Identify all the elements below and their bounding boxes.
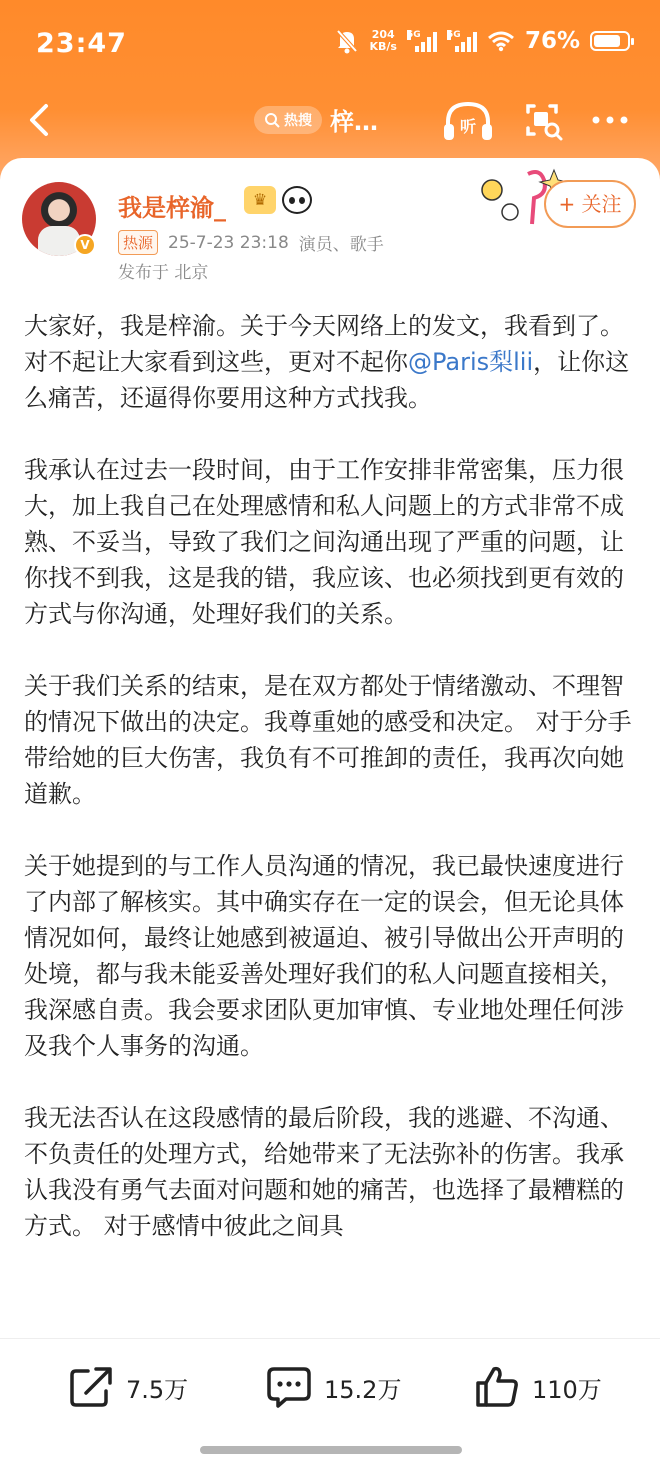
signal-5g-1-icon: 5G (407, 30, 437, 52)
status-bar (0, 0, 660, 88)
hot-search-pill[interactable]: 热搜 (254, 106, 322, 134)
nav-bar (0, 88, 660, 152)
post-body (24, 308, 640, 1280)
post-paragraph: 我承认在过去一段时间，由于工作安排非常密集，压力很大，加上我自己在处理感情和私人问题上的方式非常不成熟、不妥当，导致了我们之间沟通出现了严重的问题，让你找不到我，这是我的错，我应该、也必须找到更有效的方式与你沟通，处理好我们的关系。 (24, 456, 624, 628)
search-icon (264, 112, 280, 128)
panda-badge-icon[interactable] (282, 186, 312, 214)
post-timestamp: 25-7-23 23:18 (168, 232, 289, 253)
post-paragraph: 我无法否认在这段感情的最后阶段，我的逃避、不沟通、不负责任的处理方式，给她带来了无法弥补的伤害。我承认我没有勇气去面对问题和她的痛苦，也选择了最糟糕的方式。 对于感情中彼此之间具 (24, 1104, 624, 1240)
post-card (0, 158, 660, 1338)
repost-button[interactable] (68, 1365, 188, 1409)
user-occupation: 演员、歌手 (298, 235, 384, 255)
battery-percent: 76% (524, 28, 580, 54)
status-icons (335, 28, 630, 54)
signal-5g-2-icon: 5G (447, 30, 477, 52)
listen-label: 听 (459, 117, 477, 136)
home-indicator[interactable] (200, 1446, 462, 1454)
headphones-icon[interactable] (442, 98, 494, 144)
more-icon[interactable] (588, 100, 632, 140)
post-paragraph: 大家好，我是梓渝。关于今天网络上的发文，我看到了。对不起让大家看到这些，更对不起你@Paris梨lii，让你这么痛苦，还逼得你要用这种方式找我。 (24, 312, 630, 412)
username[interactable]: 我是梓渝_ (118, 194, 226, 222)
post-paragraph: 关于她提到的与工作人员沟通的情况，我已最快速度进行了内部了解核实。其中确实存在一定的误会，但无论具体情况如何，最终让她感到被逼迫、被引导做出公开声明的处境，都与我未能妥善处理好我们的私人问题直接相关，我深感自责。我会要求团队更加审慎、专业地处理任何涉及我个人事务的沟通。 (24, 852, 624, 1060)
follow-button[interactable]: + 关注 (544, 180, 636, 228)
post-location: 发布于 北京 (118, 263, 209, 283)
mention-link[interactable]: @Paris梨lii (408, 348, 534, 376)
action-bar (0, 1338, 660, 1435)
wifi-icon (487, 30, 515, 52)
comment-icon (266, 1365, 312, 1409)
battery-icon (590, 31, 630, 51)
like-icon (474, 1365, 520, 1409)
user-badges (244, 186, 312, 214)
image-search-icon[interactable] (520, 98, 564, 142)
crown-badge-icon[interactable]: ♛ (244, 186, 276, 214)
post-paragraph: 关于我们关系的结束，是在双方都处于情绪激动、不理智的情况下做出的决定。我尊重她的感受和决定。 对于分手带给她的巨大伤害，我负有不可推卸的责任，我再次向她道歉。 (24, 672, 632, 808)
hot-search-title[interactable] (254, 102, 378, 137)
like-count: 110万 (532, 1375, 602, 1404)
like-button[interactable] (474, 1365, 602, 1409)
status-time: 23:47 (36, 28, 127, 59)
back-arrow-icon[interactable] (20, 100, 60, 140)
nav-title: 梓… (330, 108, 378, 136)
mute-bell-icon (335, 28, 359, 54)
verified-badge-icon: V (74, 234, 96, 256)
repost-count: 7.5万 (126, 1375, 189, 1404)
post-meta (118, 230, 384, 255)
comment-count: 15.2万 (324, 1375, 402, 1404)
net-speed: 204 KB/s (369, 28, 397, 53)
comment-button[interactable] (266, 1365, 401, 1409)
share-icon (68, 1365, 114, 1409)
hot-source-tag[interactable]: 热源 (118, 230, 158, 255)
